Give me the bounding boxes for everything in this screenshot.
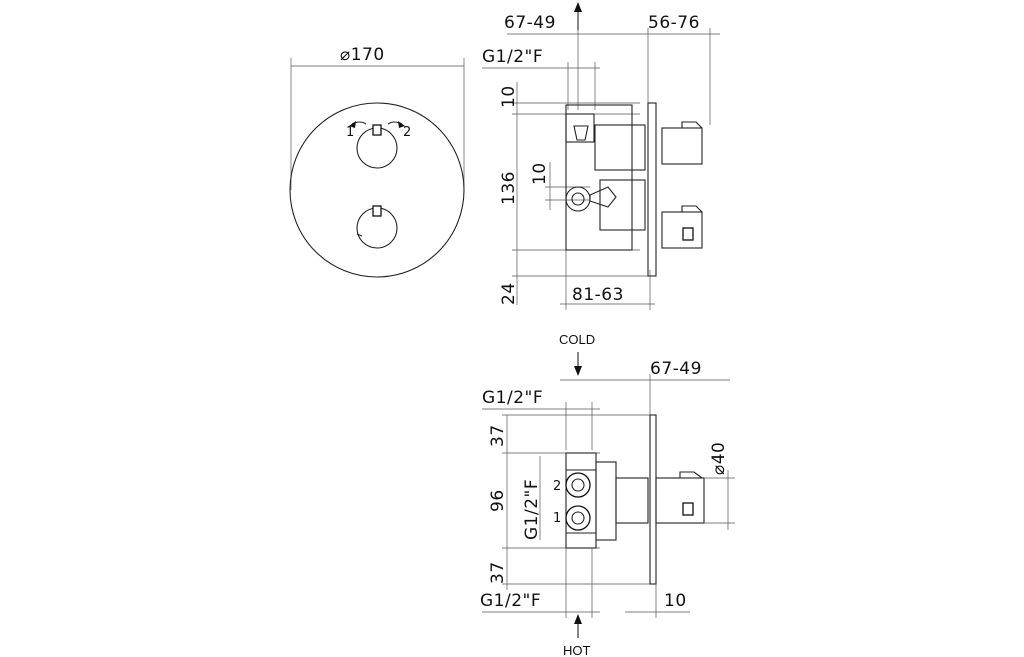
cold-arrow-icon bbox=[574, 366, 582, 376]
rear-dim-96: 96 bbox=[488, 489, 508, 512]
lower-knob-indicator bbox=[683, 228, 693, 240]
front-view bbox=[290, 45, 464, 277]
valve-body bbox=[566, 105, 632, 250]
outlet-1-ring bbox=[566, 506, 590, 530]
rear-dim-37-bottom: 37 bbox=[488, 561, 508, 584]
outlet-2-ring bbox=[566, 473, 590, 497]
side-dim-81-63: 81-63 bbox=[572, 285, 624, 305]
rear-knob bbox=[656, 478, 704, 523]
rear-diameter-40: ⌀40 bbox=[709, 441, 729, 475]
valve-upper-block bbox=[595, 125, 645, 170]
rear-thread-mid-label: G1/2"F bbox=[522, 478, 542, 540]
outlet-1-label: 1 bbox=[553, 511, 562, 526]
lower-knob-side bbox=[662, 212, 702, 248]
rear-dim-37-top: 37 bbox=[488, 424, 508, 447]
lower-knob-tab bbox=[682, 206, 702, 212]
arrow-right-number: 2 bbox=[403, 125, 412, 140]
side-inner-dim-10: 10 bbox=[530, 162, 550, 185]
wall-plate bbox=[648, 103, 656, 276]
diverter-knob-indicator bbox=[373, 125, 381, 135]
side-thread-label: G1/2"F bbox=[482, 47, 544, 67]
side-top-right-dim: 56-76 bbox=[648, 13, 700, 33]
rear-dim-10: 10 bbox=[664, 591, 687, 611]
side-inlet-ring bbox=[566, 187, 590, 211]
rear-view bbox=[480, 332, 735, 657]
hot-arrow-icon bbox=[574, 614, 582, 624]
side-dim-24: 24 bbox=[499, 282, 519, 305]
rear-thread-bottom-label: G1/2"F bbox=[480, 591, 542, 611]
outlet-2-label: 2 bbox=[553, 479, 562, 494]
rear-wall-plate bbox=[650, 415, 656, 584]
inlet-arrow-icon bbox=[574, 2, 582, 12]
upper-knob-side bbox=[662, 128, 702, 164]
diameter-label: ⌀170 bbox=[340, 45, 385, 65]
top-inlet-nut bbox=[574, 126, 588, 140]
side-dim-10: 10 bbox=[499, 85, 519, 108]
rear-valve-mid bbox=[596, 462, 616, 540]
side-dim-136: 136 bbox=[499, 171, 519, 205]
rear-valve-body bbox=[566, 453, 596, 548]
rear-knob-tab bbox=[680, 472, 702, 478]
side-view bbox=[482, 2, 720, 310]
hot-label: HOT bbox=[563, 643, 591, 657]
arrow-left-number: 1 bbox=[346, 125, 355, 140]
upper-knob-tab bbox=[682, 122, 702, 128]
side-inlet-lug bbox=[590, 187, 616, 207]
side-top-left-dim: 67-49 bbox=[504, 13, 556, 33]
rear-thread-top-label: G1/2"F bbox=[482, 388, 544, 408]
cold-label: COLD bbox=[559, 332, 596, 347]
rear-top-right-dim: 67-49 bbox=[650, 359, 702, 379]
thermostat-knob-indicator bbox=[373, 206, 381, 216]
top-inlet-body bbox=[566, 114, 594, 142]
rear-knob-indicator bbox=[683, 503, 693, 515]
side-inlet-hole bbox=[572, 193, 584, 205]
rear-valve-block bbox=[616, 478, 648, 523]
